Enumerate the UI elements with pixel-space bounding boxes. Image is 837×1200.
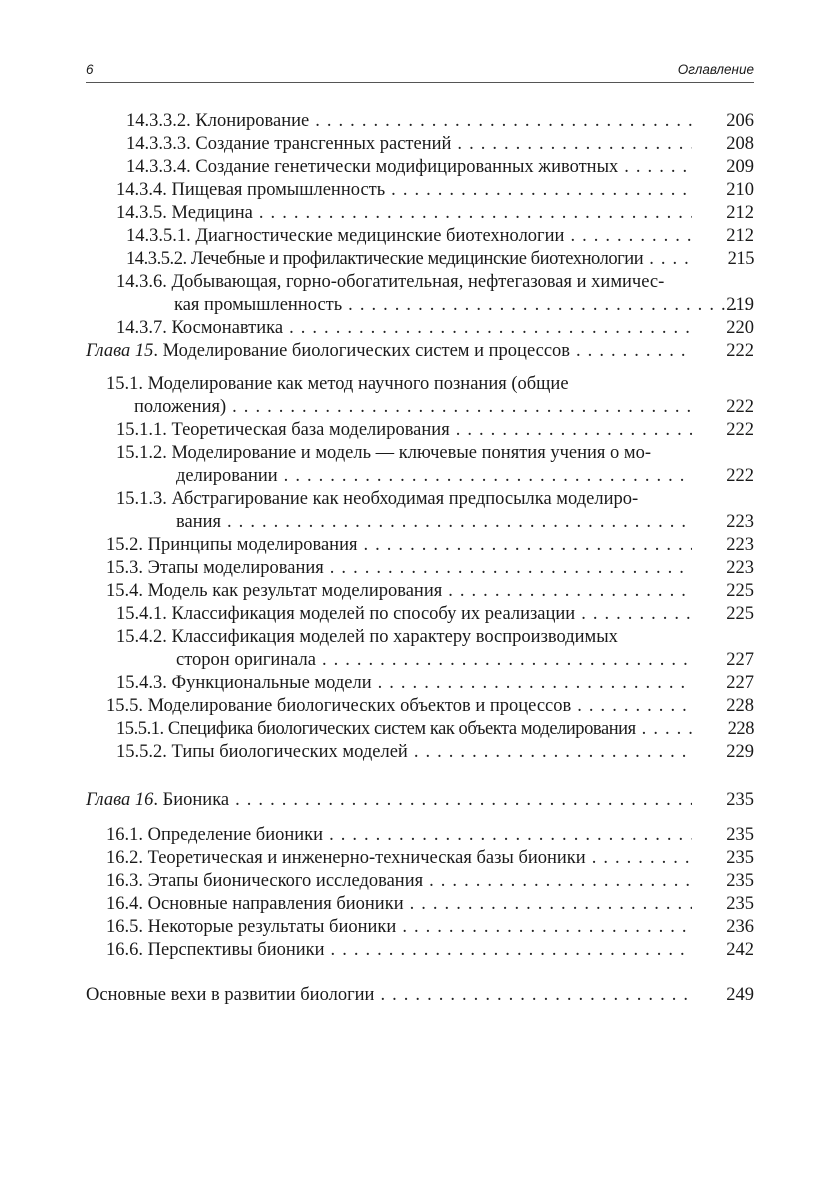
entry-title: делировании [176, 466, 278, 486]
entry-title: 16.3. Этапы бионического исследования [106, 871, 424, 891]
entry-title-line: 15.1.3. Абстрагирование как необходимая предпосылка моделиро- [116, 489, 639, 509]
toc-entry[interactable] [116, 603, 754, 626]
entry-title: 14.3.3.4. Создание генетически модифицированных животных [126, 157, 619, 177]
spacer [86, 962, 754, 984]
toc-entry[interactable] [116, 442, 754, 488]
entry-title: 15.4.1. Классификация моделей по способу их реализации [116, 604, 576, 624]
dot-leader [284, 465, 692, 488]
entry-title: 14.3.7. Космонавтика [116, 318, 284, 338]
entry-page: 235 [726, 790, 754, 810]
entry-title: Основные вехи в развитии биологии [86, 985, 375, 1005]
chapter-title: . Моделирование биологических систем и процессов [153, 341, 571, 361]
section-title: Оглавление [677, 62, 754, 77]
entry-page: 223 [726, 558, 754, 578]
entry-page: 222 [726, 397, 754, 417]
spacer [86, 363, 754, 373]
entry-title: 15.3. Этапы моделирования [106, 558, 324, 578]
dot-leader [577, 695, 692, 718]
toc-entry[interactable] [106, 557, 754, 580]
entry-page: 225 [726, 604, 754, 624]
entry-title-line: 14.3.6. Добывающая, горно-обогатительная, нефтегазовая и химичес- [116, 272, 665, 292]
entry-page: 242 [726, 940, 754, 960]
dot-leader [363, 534, 692, 557]
toc-entry[interactable] [106, 580, 754, 603]
entry-title-line: 15.1.2. Моделирование и модель — ключевые понятия учения о мо- [116, 443, 652, 463]
entry-page: 235 [726, 825, 754, 845]
entry-page: 223 [726, 512, 754, 532]
toc-entry[interactable] [106, 893, 754, 916]
entry-title: 15.4.3. Функциональные модели [116, 673, 372, 693]
toc-entry[interactable] [116, 626, 754, 672]
entry-title: 16.1. Определение бионики [106, 825, 324, 845]
toc-entry[interactable] [126, 133, 754, 156]
entry-page: 228 [726, 696, 754, 716]
toc-entry[interactable] [116, 718, 754, 741]
dot-leader [315, 110, 692, 133]
entry-title: 14.3.5. Медицина [116, 203, 253, 223]
entry-page: 227 [726, 673, 754, 693]
toc-entry[interactable] [116, 271, 754, 317]
entry-page: 228 [727, 719, 754, 739]
entry-title: 15.5.1. Специфика биологических систем как объекта моделирования [116, 719, 636, 739]
entry-title: 14.3.5.2. Лечебные и профилактические медицинские биотехнологии [126, 249, 644, 269]
dot-leader [348, 294, 750, 317]
dot-leader [289, 317, 692, 340]
toc-entry[interactable] [116, 672, 754, 695]
chapter-label: Глава 16 [86, 790, 154, 810]
dot-leader [642, 718, 692, 741]
dot-leader [456, 419, 692, 442]
toc-entry[interactable] [106, 373, 754, 419]
entry-page: 227 [726, 650, 754, 670]
entry-title: 14.3.5.1. Диагностические медицинские биотехнологии [126, 226, 565, 246]
toc-entry[interactable] [106, 534, 754, 557]
dot-leader [448, 580, 692, 603]
entry-page: 223 [726, 535, 754, 555]
entry-page: 222 [726, 341, 754, 361]
entry-page: 215 [727, 249, 754, 269]
entry-title: сторон оригинала [176, 650, 316, 670]
entry-title-line: 15.1. Моделирование как метод научного познания (общие [106, 374, 569, 394]
dot-leader [570, 225, 692, 248]
table-of-contents [86, 110, 754, 1007]
entry-title: 14.3.3.2. Клонирование [126, 111, 310, 131]
toc-chapter[interactable] [86, 789, 754, 812]
dot-leader [322, 649, 692, 672]
entry-title: 15.1.1. Теоретическая база моделирования [116, 420, 450, 440]
dot-leader [410, 893, 692, 916]
toc-entry[interactable] [116, 741, 754, 764]
entry-title: 15.5. Моделирование биологических объектов и процессов [106, 696, 572, 716]
entry-page: 235 [726, 894, 754, 914]
dot-leader [581, 603, 692, 626]
toc-entry[interactable] [106, 695, 754, 718]
toc-entry[interactable] [116, 179, 754, 202]
toc-entry[interactable] [106, 939, 754, 962]
toc-chapter[interactable] [86, 340, 754, 363]
toc-entry[interactable] [86, 984, 754, 1007]
entry-title: кая промышленность [174, 295, 343, 315]
dot-leader [402, 916, 692, 939]
entry-page: 235 [726, 848, 754, 868]
dot-leader [331, 939, 692, 962]
dot-leader [378, 672, 692, 695]
entry-title: 14.3.3.3. Создание трансгенных растений [126, 134, 452, 154]
entry-page: 219 [726, 295, 754, 315]
dot-leader [380, 984, 692, 1007]
dot-leader [232, 396, 692, 419]
entry-page: 212 [726, 226, 754, 246]
entry-title: 15.5.2. Типы биологических моделей [116, 742, 408, 762]
toc-entry[interactable] [126, 156, 754, 179]
dot-leader [592, 847, 692, 870]
running-head [86, 60, 754, 83]
chapter-label: Глава 15 [86, 341, 154, 361]
dot-leader [259, 202, 692, 225]
entry-page: 225 [726, 581, 754, 601]
entry-page: 229 [726, 742, 754, 762]
toc-entry[interactable] [126, 225, 754, 248]
dot-leader [624, 156, 692, 179]
toc-entry[interactable] [116, 488, 754, 534]
spacer [86, 764, 754, 789]
entry-page: 236 [726, 917, 754, 937]
page-number: 6 [86, 62, 94, 77]
entry-title: 16.2. Теоретическая и инженерно-техническая базы бионики [106, 848, 586, 868]
dot-leader [649, 248, 692, 271]
entry-title: вания [176, 512, 222, 532]
toc-entry[interactable] [126, 248, 754, 271]
dot-leader [429, 870, 692, 893]
toc-entry[interactable] [116, 419, 754, 442]
entry-page: 206 [726, 111, 754, 131]
entry-page: 222 [726, 466, 754, 486]
toc-entry[interactable] [106, 847, 754, 870]
dot-leader [457, 133, 692, 156]
dot-leader [576, 340, 692, 363]
dot-leader [227, 511, 692, 534]
entry-page: 210 [726, 180, 754, 200]
entry-page: 208 [726, 134, 754, 154]
toc-entry[interactable] [126, 110, 754, 133]
entry-title: положения) [134, 397, 227, 417]
toc-entry[interactable] [116, 317, 754, 340]
entry-page: 222 [726, 420, 754, 440]
chapter-title: . Бионика [153, 790, 230, 810]
entry-page: 209 [726, 157, 754, 177]
toc-entry[interactable] [106, 870, 754, 893]
entry-title: 14.3.4. Пищевая промышленность [116, 180, 386, 200]
entry-title: 16.5. Некоторые результаты бионики [106, 917, 397, 937]
entry-title-line: 15.4.2. Классификация моделей по характеру воспроизводимых [116, 627, 618, 647]
toc-entry[interactable] [116, 202, 754, 225]
entry-title: 16.4. Основные направления бионики [106, 894, 404, 914]
dot-leader [330, 557, 692, 580]
dot-leader [235, 789, 692, 812]
entry-title: 16.6. Перспективы бионики [106, 940, 325, 960]
toc-entry[interactable] [106, 916, 754, 939]
dot-leader [329, 824, 692, 847]
entry-page: 249 [726, 985, 754, 1005]
dot-leader [391, 179, 692, 202]
entry-page: 235 [726, 871, 754, 891]
entry-title: 15.2. Принципы моделирования [106, 535, 358, 555]
toc-entry[interactable] [106, 824, 754, 847]
entry-page: 212 [726, 203, 754, 223]
spacer [86, 812, 754, 824]
dot-leader [414, 741, 692, 764]
entry-title: 15.4. Модель как результат моделирования [106, 581, 443, 601]
entry-page: 220 [726, 318, 754, 338]
